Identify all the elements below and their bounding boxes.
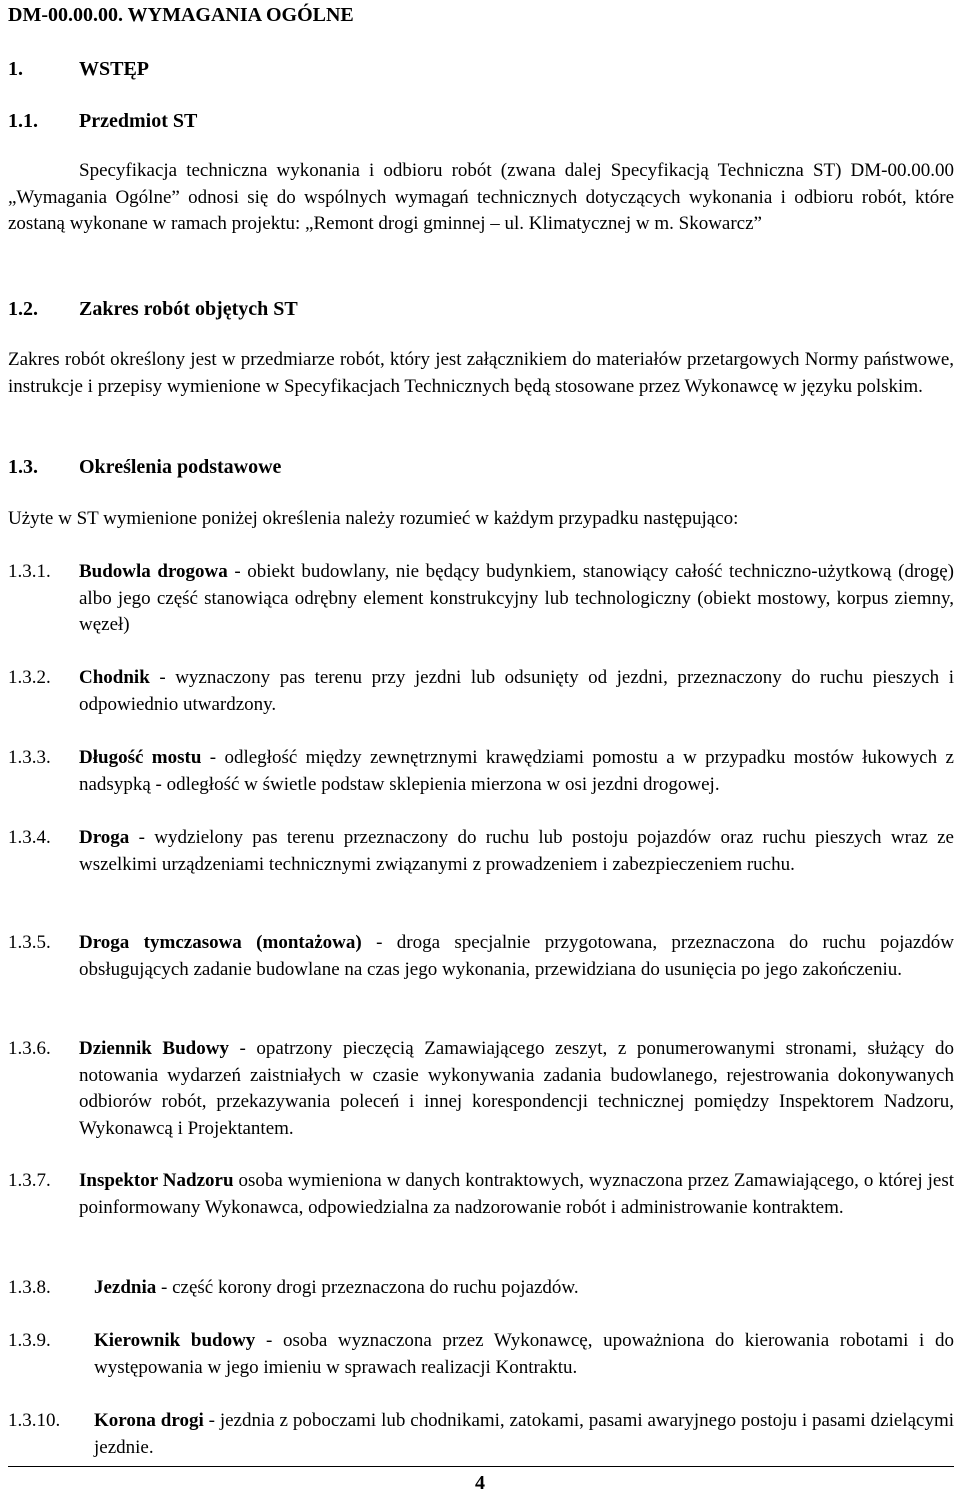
definition-text: - osoba wyznaczona przez Wykonawcę, upoważniona do kierowania robotami i do występowania w jego imieniu w sprawach realizacji Kontraktu. — [94, 1330, 954, 1378]
definition-item — [8, 1328, 954, 1381]
definition-term: Droga — [79, 827, 130, 848]
definition-text: osoba wymieniona w danych kontraktowych, wyznaczona przez Zamawiającego, o której jest poinformowany Wykonawca, odpowiedzialna za nadzorowanie robót i administrowanie kontraktem. — [79, 1170, 954, 1218]
definition-term: Jezdnia — [94, 1277, 157, 1298]
definition-term: Inspektor Nadzoru — [79, 1170, 234, 1191]
definition-body — [79, 1036, 954, 1142]
definition-number: 1.3.10. — [8, 1410, 61, 1431]
section-number: 1. — [8, 58, 23, 80]
definition-number: 1.3.8. — [8, 1277, 51, 1298]
definition-term: Korona drogi — [94, 1410, 204, 1431]
definition-item — [8, 665, 954, 718]
definition-item — [8, 559, 954, 639]
definition-item — [8, 1408, 954, 1461]
definition-item — [8, 1275, 954, 1302]
definition-number: 1.3.1. — [8, 561, 51, 582]
definition-number: 1.3.2. — [8, 667, 51, 688]
definition-body — [94, 1275, 954, 1302]
definition-term: Kierownik budowy — [94, 1330, 256, 1351]
definition-body — [79, 665, 954, 718]
section-1-3-intro: Użyte w ST wymienione poniżej określenia należy rozumieć w każdym przypadku następująco: — [8, 508, 739, 529]
definition-body — [79, 930, 954, 983]
document-title: DM-00.00.00. WYMAGANIA OGÓLNE — [8, 4, 354, 26]
definition-text: - droga specjalnie przygotowana, przeznaczona do ruchu pojazdów obsługujących zadanie budowlane na czas jego wykonania, przewidziana do usunięcia po jego zakończeniu. — [79, 932, 954, 980]
definition-number: 1.3.6. — [8, 1038, 51, 1059]
definition-body — [94, 1408, 954, 1461]
section-1-1-paragraph: Specyfikacja techniczna wykonania i odbioru robót (zwana dalej Specyfikacją Techniczna ST) DM-00.00.00 „Wymagania Ogólne” odnosi się do wspólnych wymagań technicznych dotyczących wykonania i odbioru robót, które zostaną wykonane w ramach projektu: „Remont drogi gminnej – ul. Klimatycznej w m. Skowarcz” — [8, 160, 954, 234]
section-heading-1-3 — [8, 454, 281, 480]
definition-body — [79, 745, 954, 798]
footer-divider — [8, 1466, 954, 1467]
definition-text: - obiekt budowlany, nie będący budynkiem, stanowiący całość techniczno-użytkową (drogę) albo jego część stanowiąca odrębny element konstrukcyjny lub technologiczny (obiekt mostowy, korpus ziemny, węzeł) — [79, 561, 954, 635]
definition-term: Budowla drogowa — [79, 561, 228, 582]
section-title: WSTĘP — [79, 58, 150, 80]
definition-body — [79, 559, 954, 639]
section-title: Przedmiot ST — [79, 110, 198, 132]
section-number: 1.2. — [8, 298, 38, 320]
section-1-2-paragraph: Zakres robót określony jest w przedmiarze robót, który jest załącznikiem do materiałów przetargowych Normy państwowe, instrukcje i przepisy wymienione w Specyfikacjach Technicznych będą stosowane przez Wykonawcę w języku polskim. — [8, 349, 954, 397]
definition-number: 1.3.4. — [8, 827, 51, 848]
section-heading-1 — [8, 56, 149, 82]
definition-body — [79, 825, 954, 878]
definition-body — [94, 1328, 954, 1381]
definition-item — [8, 745, 954, 798]
definition-text: - wydzielony pas terenu przeznaczony do ruchu lub postoju pojazdów oraz ruchu pieszych wraz ze wszelkimi urządzeniami technicznymi związanymi z prowadzeniem i zabezpieczeniem ruchu. — [79, 827, 954, 875]
definition-body — [79, 1168, 954, 1221]
page-number: 4 — [475, 1472, 485, 1494]
definition-number: 1.3.5. — [8, 932, 51, 953]
section-number: 1.1. — [8, 110, 38, 132]
definition-item — [8, 1168, 954, 1221]
section-title: Określenia podstawowe — [79, 456, 282, 478]
definition-item — [8, 1036, 954, 1142]
definition-item — [8, 930, 954, 983]
definition-text: - jezdnia z poboczami lub chodnikami, zatokami, pasami awaryjnego postoju i pasami dzielącymi jezdnie. — [94, 1410, 954, 1458]
definition-text: - opatrzony pieczęcią Zamawiającego zeszyt, z ponumerowanymi stronami, służący do notowania wydarzeń zaistniałych w czasie wykonywania zadania budowlanego, rejestrowania dokonywanych odbiorów robót, przekazywania poleceń i innej korespondencji technicznej pomiędzy Inspektorem Nadzoru, Wykonawcą i Projektantem. — [79, 1038, 955, 1139]
definition-term: Długość mostu — [79, 747, 202, 768]
definition-term: Dziennik Budowy — [79, 1038, 229, 1059]
definition-term: Chodnik — [79, 667, 150, 688]
definition-text: - część korony drogi przeznaczona do ruchu pojazdów. — [156, 1277, 579, 1298]
section-heading-1-2 — [8, 296, 298, 322]
definition-number: 1.3.7. — [8, 1170, 51, 1191]
definition-number: 1.3.3. — [8, 747, 51, 768]
definition-number: 1.3.9. — [8, 1330, 51, 1351]
definition-item — [8, 825, 954, 878]
section-heading-1-1 — [8, 108, 197, 134]
section-title: Zakres robót objętych ST — [79, 298, 298, 320]
section-number: 1.3. — [8, 456, 38, 478]
definition-text: - odległość między zewnętrznymi krawędziami pomostu a w przypadku mostów łukowych z nadsypką - odległość w świetle podstaw sklepienia mierzona w osi jezdni drogowej. — [79, 747, 954, 795]
definition-text: - wyznaczony pas terenu przy jezdni lub odsunięty od jezdni, przeznaczony do ruchu pieszych i odpowiednio utwardzony. — [79, 667, 954, 715]
definition-term: Droga tymczasowa (montażowa) — [79, 932, 362, 953]
